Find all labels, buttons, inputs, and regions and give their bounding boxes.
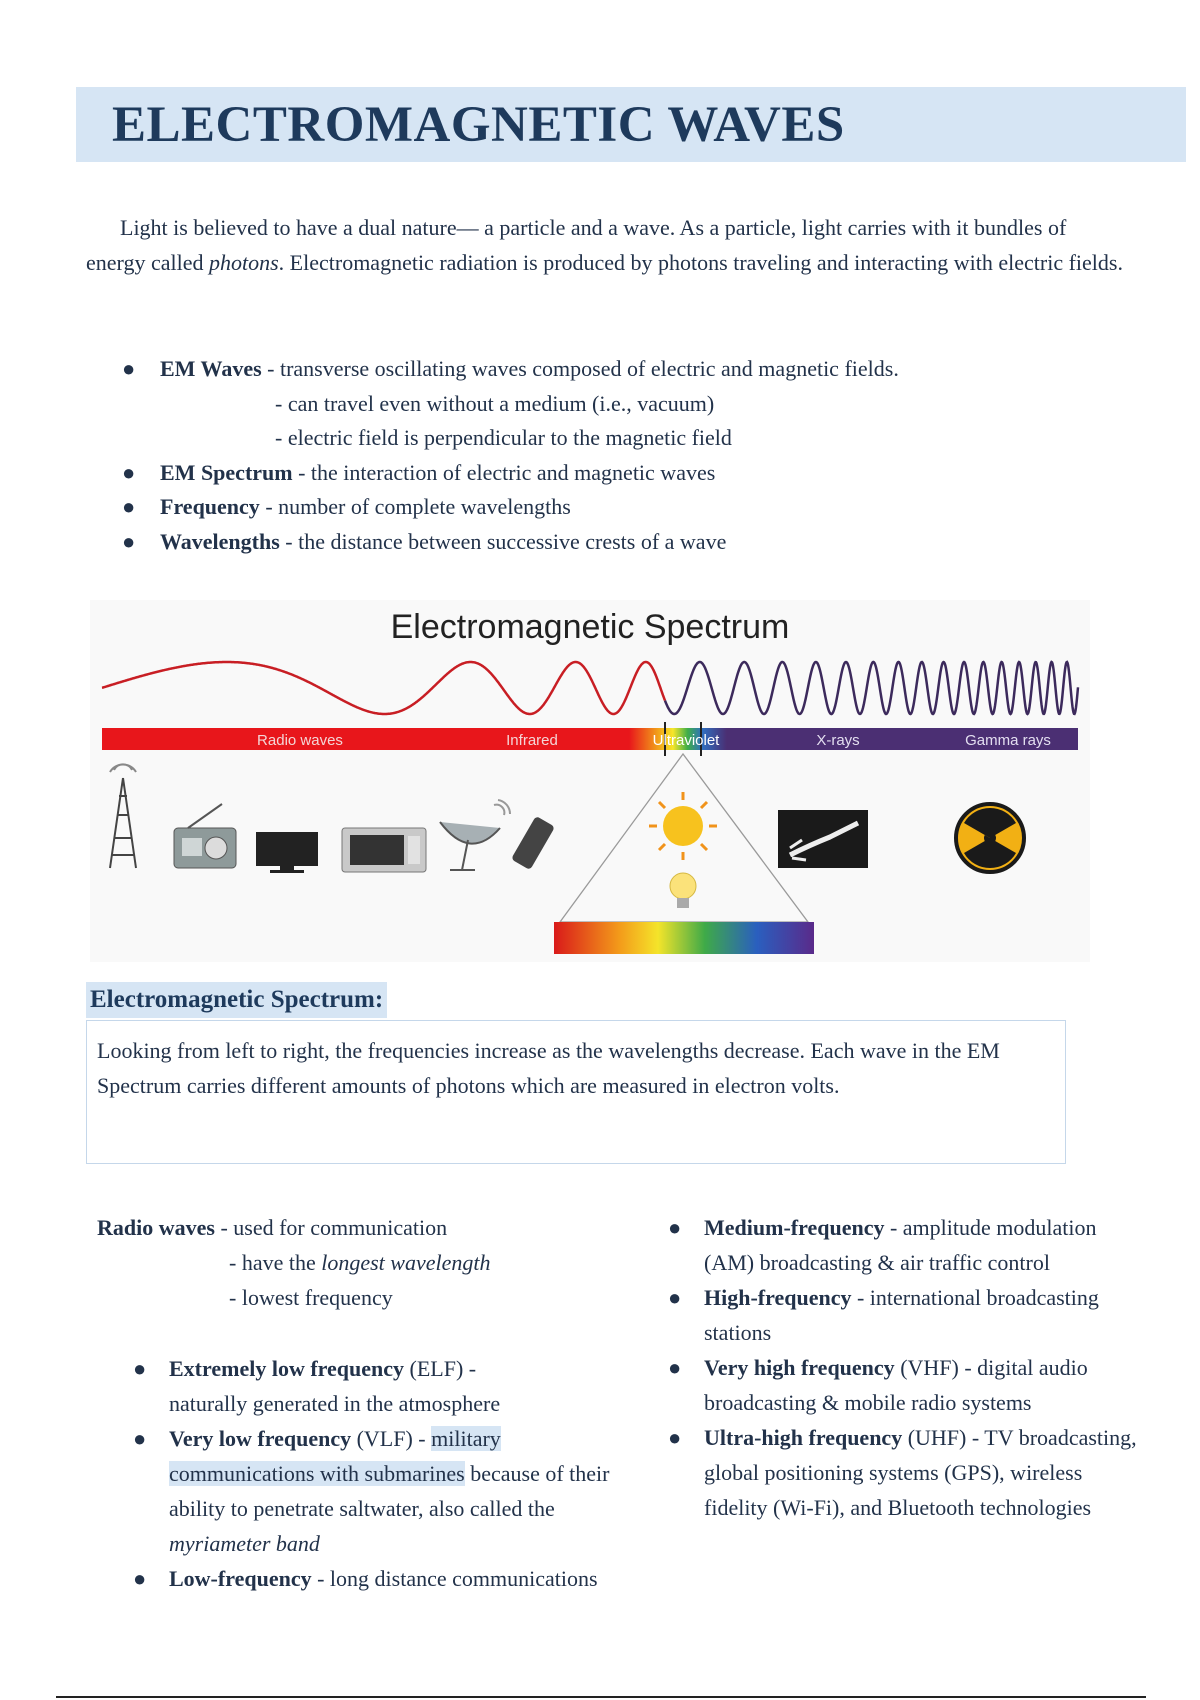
vlf-em: myriameter band bbox=[169, 1531, 320, 1556]
vlf-abbr: (VLF) - bbox=[351, 1426, 432, 1451]
microwave-icon bbox=[342, 828, 426, 872]
radio-waves-term: Radio waves bbox=[97, 1215, 215, 1240]
radio-waves-line bbox=[97, 1210, 627, 1245]
em-waves-desc: - transverse oscillating waves composed of electric and magnetic fields. bbox=[261, 356, 899, 381]
remote-control-icon bbox=[511, 816, 555, 870]
bullet-dot: ● bbox=[133, 1566, 147, 1591]
hf-term: High-frequency bbox=[704, 1285, 852, 1310]
wavelengths-desc: - the distance between successive crests of a wave bbox=[279, 528, 727, 554]
band-gamma-label: Gamma rays bbox=[965, 732, 1051, 749]
visible-spectrum-bar bbox=[554, 922, 814, 954]
lf-desc: - long distance communications bbox=[311, 1566, 598, 1591]
frequency-term: Frequency bbox=[160, 494, 260, 519]
bullet-uhf bbox=[668, 1420, 1148, 1525]
band-infrared-label: Infrared bbox=[506, 732, 558, 749]
bullet-frequency bbox=[120, 490, 1140, 525]
bullet-dot: ● bbox=[122, 528, 136, 554]
radiation-icon bbox=[956, 804, 1024, 872]
elf-abbr: (ELF) - bbox=[404, 1356, 477, 1381]
radio-icon bbox=[174, 804, 236, 868]
section-label: Electromagnetic Spectrum: bbox=[86, 982, 387, 1018]
hf-desc: - international broadcasting stations bbox=[704, 1285, 1099, 1345]
sun-icon bbox=[649, 792, 717, 860]
radio-waves-desc: - used for communication bbox=[214, 1215, 448, 1240]
satellite-dish-icon bbox=[440, 800, 510, 870]
vlf-term: Very low frequency bbox=[169, 1426, 352, 1451]
intro-photons: photons bbox=[208, 250, 279, 275]
radio-waves-right-column bbox=[668, 1210, 1148, 1525]
bullet-vlf bbox=[97, 1421, 627, 1561]
spectrum-svg bbox=[90, 600, 1090, 962]
uhf-desc: (UHF) - TV broadcasting, global positioning systems (GPS), wireless fidelity (Wi-Fi), and Bluetooth technologies bbox=[704, 1425, 1137, 1520]
xray-hand-icon bbox=[778, 810, 868, 868]
bullet-dot: ● bbox=[133, 1356, 147, 1381]
radio-sub2: - lowest frequency bbox=[229, 1285, 393, 1310]
radio-sub1 bbox=[97, 1245, 627, 1280]
frequency-desc: - number of complete wavelengths bbox=[259, 494, 571, 519]
intro-text-1: Light is believed to have a dual nature— a particle and a wave. As a particle, light carries with it bundles of energy called bbox=[86, 215, 1067, 275]
bullet-dot: ● bbox=[668, 1285, 682, 1310]
vhf-desc: (VHF) - digital audio broadcasting & mobile radio systems bbox=[704, 1355, 1088, 1415]
bottom-rule bbox=[56, 1696, 1146, 1698]
page-title: ELECTROMAGNETIC WAVES bbox=[112, 97, 845, 153]
radio-sub1-pre: - have the bbox=[229, 1250, 322, 1275]
elf-desc: naturally generated in the atmosphere bbox=[169, 1391, 501, 1416]
bullet-em-spectrum bbox=[120, 456, 1140, 491]
mf-term: Medium-frequency bbox=[704, 1215, 885, 1240]
bullet-hf bbox=[668, 1280, 1148, 1350]
em-waves-term: EM Waves bbox=[160, 356, 262, 381]
spectrum-band bbox=[102, 728, 1078, 750]
bullet-dot: ● bbox=[122, 459, 136, 485]
wave-low-frequency bbox=[102, 662, 665, 714]
band-radio-label: Radio waves bbox=[257, 732, 343, 749]
bullet-dot: ● bbox=[122, 356, 136, 381]
vlf-desc: because of their ability to penetrate saltwater, also called the bbox=[169, 1461, 610, 1521]
bullet-dot: ● bbox=[133, 1426, 147, 1451]
bullet-dot: ● bbox=[668, 1425, 682, 1450]
radio-waves-left-column bbox=[97, 1210, 627, 1596]
tv-icon bbox=[256, 832, 318, 873]
definition-list bbox=[120, 352, 1140, 559]
em-waves-sub1: - can travel even without a medium (i.e., vacuum) bbox=[275, 390, 715, 416]
radio-tower-icon bbox=[110, 764, 136, 868]
em-spectrum-term: EM Spectrum bbox=[160, 459, 293, 485]
light-bulb-icon bbox=[670, 873, 696, 908]
spectrum-diagram bbox=[90, 600, 1090, 962]
bullet-wavelengths bbox=[120, 525, 1140, 560]
radio-sub1-em: longest wavelength bbox=[321, 1250, 491, 1275]
uhf-term: Ultra-high frequency bbox=[704, 1425, 903, 1450]
bullet-dot: ● bbox=[668, 1355, 682, 1380]
bullet-lf bbox=[97, 1561, 627, 1596]
band-ultraviolet-label: Ultraviolet bbox=[652, 732, 720, 749]
em-waves-sub2: - electric field is perpendicular to the magnetic field bbox=[275, 425, 732, 450]
wave-high-frequency bbox=[665, 662, 1078, 714]
diagram-title: Electromagnetic Spectrum bbox=[390, 608, 790, 646]
elf-term: Extremely low frequency bbox=[169, 1356, 405, 1381]
lf-term: Low-frequency bbox=[169, 1566, 312, 1591]
bullet-em-waves bbox=[120, 352, 1140, 387]
spectrum-note-text: Looking from left to right, the frequencies increase as the wavelengths decrease. Each wave in the EM Spectrum carries different amounts of photons which are measured in electron volts. bbox=[97, 1038, 1000, 1098]
intro-text-2: . Electromagnetic radiation is produced by photons traveling and interacting with electric fields. bbox=[278, 250, 1123, 275]
bullet-mf bbox=[668, 1210, 1148, 1280]
bullet-elf bbox=[97, 1351, 627, 1421]
bullet-dot: ● bbox=[668, 1215, 682, 1240]
wavelengths-term: Wavelengths bbox=[160, 528, 280, 554]
vhf-term: Very high frequency bbox=[704, 1355, 895, 1380]
spectrum-note-box bbox=[86, 1020, 1066, 1164]
mf-desc: - amplitude modulation (AM) broadcasting & air traffic control bbox=[704, 1215, 1097, 1275]
band-xrays-label: X-rays bbox=[816, 732, 860, 749]
bullet-dot: ● bbox=[122, 494, 136, 519]
intro-paragraph bbox=[86, 210, 1126, 280]
em-spectrum-desc: - the interaction of electric and magnetic waves bbox=[292, 459, 716, 485]
vlf-highlight: military communications with submarines bbox=[169, 1426, 501, 1486]
bullet-vhf bbox=[668, 1350, 1148, 1420]
